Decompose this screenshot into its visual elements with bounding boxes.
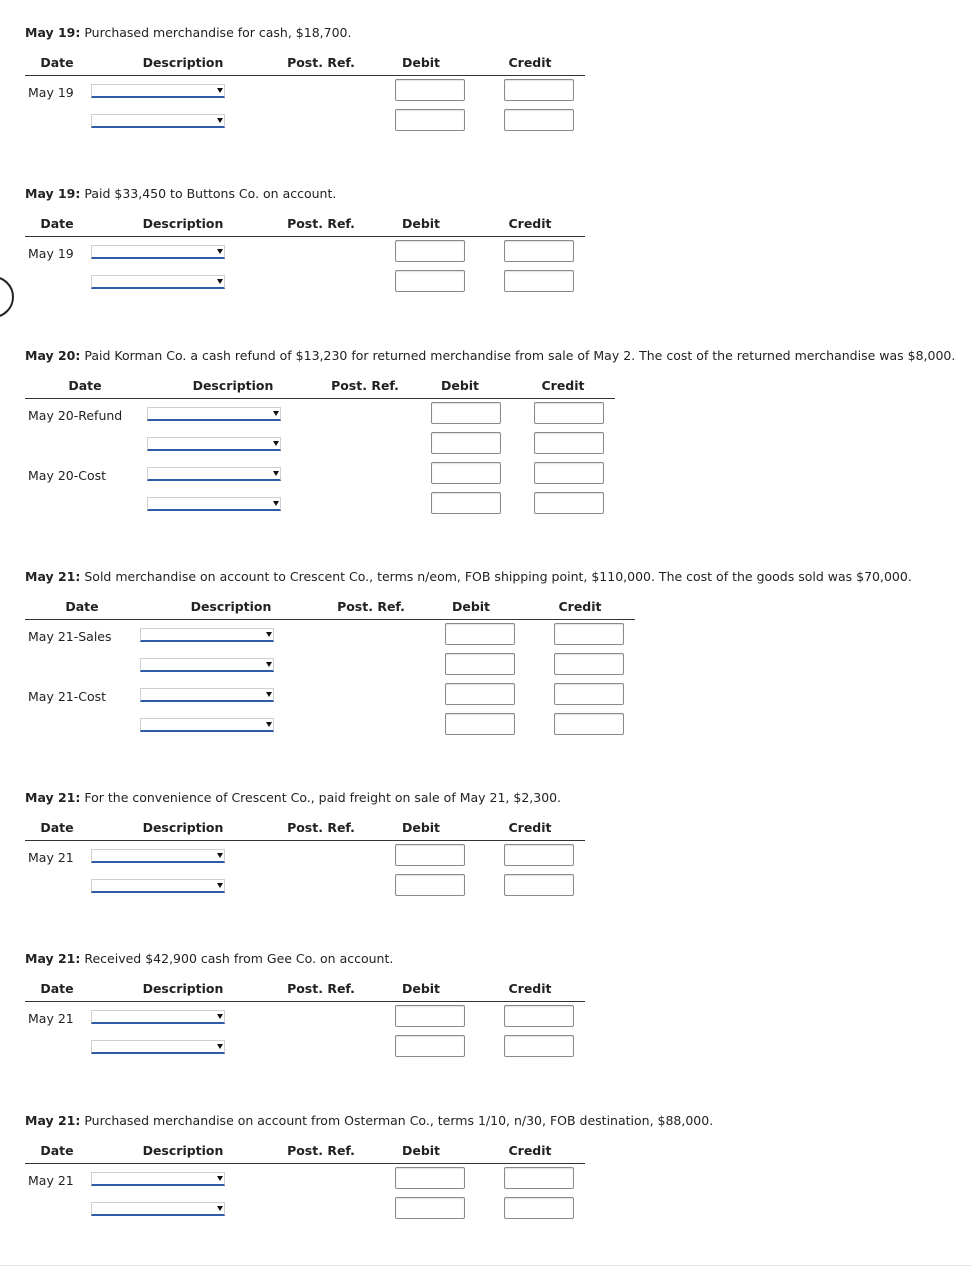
chevron-down-icon	[217, 1206, 223, 1211]
header-description: Description	[142, 981, 224, 996]
header-debit: Debit	[401, 55, 441, 70]
header-date: Date	[68, 378, 102, 393]
entry-prompt-text: Purchased merchandise for cash, $18,700.	[80, 25, 352, 40]
header-debit: Debit	[401, 820, 441, 835]
account-description-select[interactable]	[147, 467, 281, 481]
account-description-select[interactable]	[91, 275, 225, 289]
credit-input[interactable]	[504, 240, 574, 262]
entry-prompt-date: May 21:	[25, 790, 81, 805]
header-date: Date	[40, 55, 74, 70]
table-header	[25, 210, 585, 237]
entry-prompt-text: Received $42,900 cash from Gee Co. on account.	[80, 951, 394, 966]
debit-input[interactable]	[431, 492, 501, 514]
chevron-down-icon	[273, 471, 279, 476]
table-header	[25, 814, 585, 841]
account-description-select[interactable]	[140, 718, 274, 732]
account-description-select[interactable]	[147, 497, 281, 511]
credit-input[interactable]	[554, 653, 624, 675]
header-post-ref: Post. Ref.	[287, 55, 355, 70]
account-description-select[interactable]	[147, 437, 281, 451]
chevron-down-icon	[217, 1044, 223, 1049]
entry-prompt-text: Purchased merchandise on account from Osterman Co., terms 1/10, n/30, FOB destination, $88,000.	[80, 1113, 714, 1128]
header-description: Description	[142, 1143, 224, 1158]
header-description: Description	[190, 599, 272, 614]
debit-input[interactable]	[395, 109, 465, 131]
header-post-ref: Post. Ref.	[287, 981, 355, 996]
partial-circle-marker	[0, 276, 14, 318]
chevron-down-icon	[217, 853, 223, 858]
account-description-select[interactable]	[140, 688, 274, 702]
chevron-down-icon	[273, 411, 279, 416]
credit-input[interactable]	[554, 713, 624, 735]
chevron-down-icon	[217, 883, 223, 888]
header-post-ref: Post. Ref.	[287, 216, 355, 231]
credit-input[interactable]	[554, 623, 624, 645]
debit-input[interactable]	[395, 79, 465, 101]
header-debit: Debit	[401, 981, 441, 996]
header-debit: Debit	[401, 1143, 441, 1158]
account-description-select[interactable]	[91, 1202, 225, 1216]
row-date-label: May 19	[28, 246, 74, 261]
table-header	[25, 49, 585, 76]
debit-input[interactable]	[395, 270, 465, 292]
chevron-down-icon	[266, 662, 272, 667]
account-description-select[interactable]	[91, 84, 225, 98]
account-description-select[interactable]	[140, 628, 274, 642]
row-date-label: May 20-Refund	[28, 408, 123, 423]
chevron-down-icon	[273, 441, 279, 446]
header-description: Description	[142, 216, 224, 231]
entry-prompt-text: Paid $33,450 to Buttons Co. on account.	[80, 186, 337, 201]
row-date-label: May 21	[28, 1011, 74, 1026]
header-date: Date	[40, 216, 74, 231]
account-description-select[interactable]	[91, 849, 225, 863]
header-debit: Debit	[440, 378, 480, 393]
header-date: Date	[40, 1143, 74, 1158]
credit-input[interactable]	[504, 1005, 574, 1027]
debit-input[interactable]	[395, 1167, 465, 1189]
debit-input[interactable]	[431, 462, 501, 484]
row-date-label: May 21	[28, 850, 74, 865]
chevron-down-icon	[217, 1176, 223, 1181]
header-debit: Debit	[451, 599, 491, 614]
chevron-down-icon	[217, 118, 223, 123]
header-description: Description	[142, 55, 224, 70]
row-date-label: May 21-Cost	[28, 689, 107, 704]
table-header	[25, 372, 615, 399]
header-credit: Credit	[508, 820, 552, 835]
row-date-label: May 20-Cost	[28, 468, 107, 483]
bottom-divider	[0, 1265, 972, 1266]
header-credit: Credit	[508, 1143, 552, 1158]
account-description-select[interactable]	[147, 407, 281, 421]
account-description-select[interactable]	[140, 658, 274, 672]
row-date-label: May 21-Sales	[28, 629, 112, 644]
account-description-select[interactable]	[91, 245, 225, 259]
debit-input[interactable]	[395, 1005, 465, 1027]
debit-input[interactable]	[431, 432, 501, 454]
row-date-label: May 21	[28, 1173, 74, 1188]
credit-input[interactable]	[504, 109, 574, 131]
entry-prompt-text: Sold merchandise on account to Crescent Co., terms n/eom, FOB shipping point, $110,000. The cost of the goods sold was $70,000.	[80, 569, 912, 584]
entry-prompt-date: May 19:	[25, 25, 81, 40]
chevron-down-icon	[217, 249, 223, 254]
debit-input[interactable]	[395, 240, 465, 262]
chevron-down-icon	[266, 632, 272, 637]
header-credit: Credit	[508, 981, 552, 996]
entry-prompt	[25, 569, 912, 584]
account-description-select[interactable]	[91, 1040, 225, 1054]
chevron-down-icon	[273, 501, 279, 506]
credit-input[interactable]	[504, 1167, 574, 1189]
entry-prompt	[25, 186, 336, 201]
entry-prompt	[25, 25, 351, 40]
credit-input[interactable]	[504, 1035, 574, 1057]
debit-input[interactable]	[395, 874, 465, 896]
credit-input[interactable]	[534, 402, 604, 424]
credit-input[interactable]	[504, 844, 574, 866]
credit-input[interactable]	[554, 683, 624, 705]
account-description-select[interactable]	[91, 1172, 225, 1186]
entry-prompt	[25, 951, 393, 966]
chevron-down-icon	[266, 692, 272, 697]
entry-prompt-date: May 20:	[25, 348, 81, 363]
header-post-ref: Post. Ref.	[287, 820, 355, 835]
header-debit: Debit	[401, 216, 441, 231]
debit-input[interactable]	[395, 844, 465, 866]
credit-input[interactable]	[504, 1197, 574, 1219]
header-description: Description	[142, 820, 224, 835]
header-post-ref: Post. Ref.	[287, 1143, 355, 1158]
header-credit: Credit	[508, 55, 552, 70]
chevron-down-icon	[217, 88, 223, 93]
entry-prompt	[25, 348, 955, 363]
table-header	[25, 593, 635, 620]
chevron-down-icon	[266, 722, 272, 727]
header-post-ref: Post. Ref.	[337, 599, 405, 614]
entry-prompt-date: May 21:	[25, 1113, 81, 1128]
table-header	[25, 1137, 585, 1164]
entry-prompt-date: May 19:	[25, 186, 81, 201]
credit-input[interactable]	[504, 79, 574, 101]
credit-input[interactable]	[534, 492, 604, 514]
row-date-label: May 19	[28, 85, 74, 100]
debit-input[interactable]	[395, 1197, 465, 1219]
debit-input[interactable]	[395, 1035, 465, 1057]
credit-input[interactable]	[504, 270, 574, 292]
debit-input[interactable]	[445, 653, 515, 675]
account-description-select[interactable]	[91, 1010, 225, 1024]
entry-prompt	[25, 790, 561, 805]
chevron-down-icon	[217, 1014, 223, 1019]
entry-prompt-text: Paid Korman Co. a cash refund of $13,230 for returned merchandise from sale of May 2. The cost of the returned merchandise was $8,000.	[80, 348, 956, 363]
credit-input[interactable]	[534, 432, 604, 454]
entry-prompt	[25, 1113, 713, 1128]
header-date: Date	[40, 820, 74, 835]
debit-input[interactable]	[445, 623, 515, 645]
credit-input[interactable]	[534, 462, 604, 484]
header-description: Description	[192, 378, 274, 393]
header-post-ref: Post. Ref.	[331, 378, 399, 393]
header-date: Date	[40, 981, 74, 996]
header-credit: Credit	[558, 599, 602, 614]
entry-prompt-date: May 21:	[25, 569, 81, 584]
debit-input[interactable]	[431, 402, 501, 424]
table-header	[25, 975, 585, 1002]
header-date: Date	[65, 599, 99, 614]
header-credit: Credit	[541, 378, 585, 393]
account-description-select[interactable]	[91, 879, 225, 893]
entry-prompt-text: For the convenience of Crescent Co., paid freight on sale of May 21, $2,300.	[80, 790, 562, 805]
account-description-select[interactable]	[91, 114, 225, 128]
chevron-down-icon	[217, 279, 223, 284]
credit-input[interactable]	[504, 874, 574, 896]
debit-input[interactable]	[445, 713, 515, 735]
header-credit: Credit	[508, 216, 552, 231]
entry-prompt-date: May 21:	[25, 951, 81, 966]
debit-input[interactable]	[445, 683, 515, 705]
